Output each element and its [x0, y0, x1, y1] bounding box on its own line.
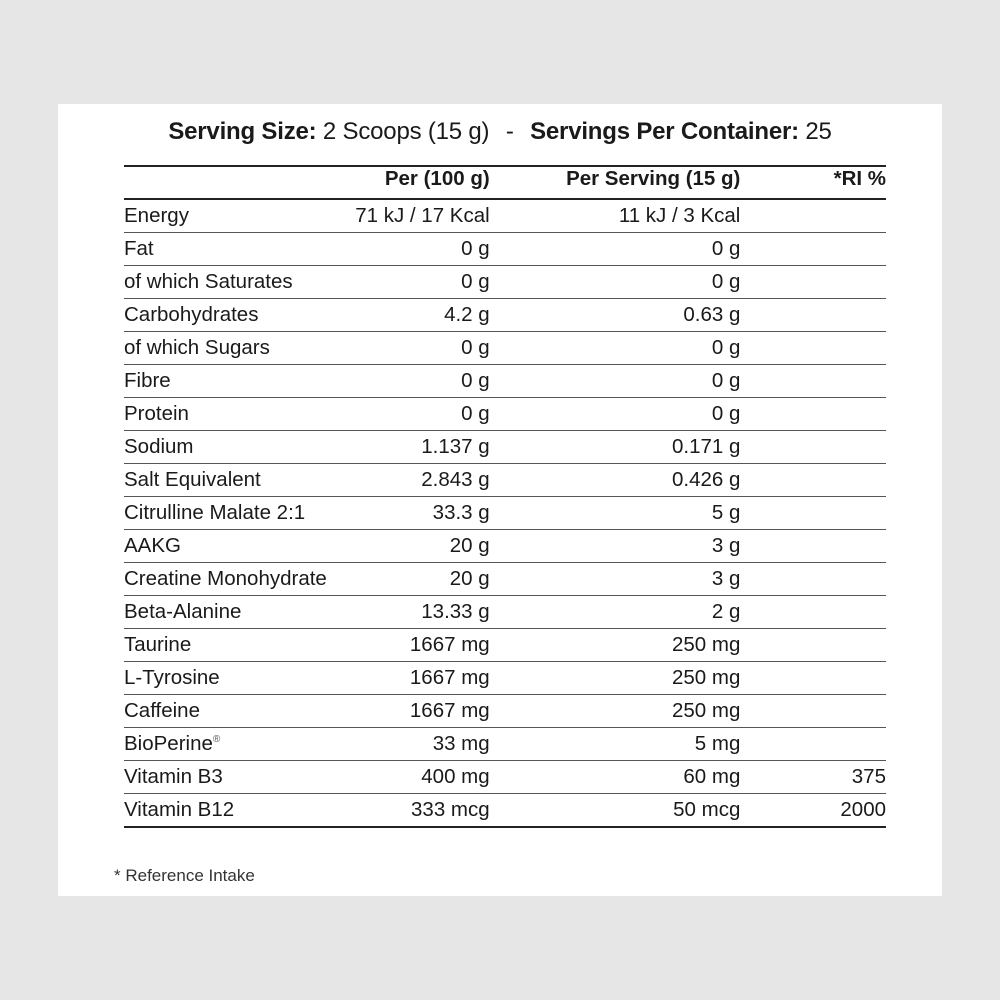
value-per-serving: 0 g	[490, 365, 741, 398]
value-ri: 2000	[740, 794, 886, 828]
value-ri	[740, 530, 886, 563]
value-ri	[740, 266, 886, 299]
servings-per-container-label: Servings Per Container:	[530, 118, 799, 145]
table-row	[124, 794, 886, 828]
value-per-100g: 0 g	[355, 365, 489, 398]
table-row	[124, 464, 886, 497]
nutrient-name: Caffeine	[124, 695, 355, 728]
nutrient-name: Vitamin B12	[124, 794, 355, 828]
value-ri	[740, 662, 886, 695]
value-ri	[740, 398, 886, 431]
value-per-100g: 4.2 g	[355, 299, 489, 332]
value-per-100g: 0 g	[355, 266, 489, 299]
table-row	[124, 728, 886, 761]
nutrient-name: Energy	[124, 199, 355, 233]
value-ri	[740, 233, 886, 266]
servings-per-container-value: 25	[805, 118, 832, 145]
value-ri	[740, 497, 886, 530]
value-per-serving: 0 g	[490, 233, 741, 266]
value-per-100g: 13.33 g	[355, 596, 489, 629]
header-ri-percent: *RI %	[740, 166, 886, 199]
value-per-serving: 0 g	[490, 266, 741, 299]
value-ri	[740, 299, 886, 332]
value-ri	[740, 464, 886, 497]
table-row	[124, 497, 886, 530]
value-per-serving: 2 g	[490, 596, 741, 629]
table-row	[124, 431, 886, 464]
nutrient-name: Salt Equivalent	[124, 464, 355, 497]
value-per-100g: 71 kJ / 17 Kcal	[355, 199, 489, 233]
value-per-serving: 0.171 g	[490, 431, 741, 464]
value-per-serving: 3 g	[490, 530, 741, 563]
nutrient-name: Taurine	[124, 629, 355, 662]
value-ri	[740, 695, 886, 728]
table-row	[124, 299, 886, 332]
value-per-100g: 20 g	[355, 563, 489, 596]
table-row	[124, 530, 886, 563]
value-ri	[740, 431, 886, 464]
value-ri	[740, 365, 886, 398]
header-per-100g: Per (100 g)	[355, 166, 489, 199]
value-per-100g: 20 g	[355, 530, 489, 563]
serving-info-line	[58, 118, 942, 146]
value-per-100g: 2.843 g	[355, 464, 489, 497]
value-per-serving: 5 g	[490, 497, 741, 530]
table-row	[124, 662, 886, 695]
value-per-100g: 1667 mg	[355, 662, 489, 695]
nutrient-name: Fat	[124, 233, 355, 266]
value-per-serving: 250 mg	[490, 662, 741, 695]
value-per-100g: 1.137 g	[355, 431, 489, 464]
table-row	[124, 761, 886, 794]
nutrient-name: Creatine Monohydrate	[124, 563, 355, 596]
value-ri	[740, 596, 886, 629]
value-per-serving: 0.426 g	[490, 464, 741, 497]
value-per-serving: 0.63 g	[490, 299, 741, 332]
nutrient-name: BioPerine	[124, 732, 213, 755]
value-per-100g: 0 g	[355, 233, 489, 266]
value-per-100g: 33 mg	[355, 728, 489, 761]
table-row	[124, 695, 886, 728]
table-row	[124, 233, 886, 266]
value-per-100g: 400 mg	[355, 761, 489, 794]
value-per-serving: 0 g	[490, 398, 741, 431]
table-row	[124, 266, 886, 299]
nutrient-name: Carbohydrates	[124, 299, 355, 332]
table-row	[124, 563, 886, 596]
footnote-reference-intake: * Reference Intake	[114, 866, 255, 885]
value-ri	[740, 199, 886, 233]
value-per-serving: 5 mg	[490, 728, 741, 761]
table-header-row	[124, 166, 886, 199]
nutrient-name: L-Tyrosine	[124, 662, 355, 695]
value-per-100g: 1667 mg	[355, 629, 489, 662]
nutrient-name: of which Saturates	[124, 266, 355, 299]
value-per-serving: 50 mcg	[490, 794, 741, 828]
nutrient-name: Citrulline Malate 2:1	[124, 497, 355, 530]
table-row	[124, 365, 886, 398]
value-per-serving: 11 kJ / 3 Kcal	[490, 199, 741, 233]
serving-size-value: 2 Scoops (15 g)	[322, 118, 490, 145]
registered-mark: ®	[212, 734, 221, 746]
table-row	[124, 332, 886, 365]
nutrient-name-cell	[124, 728, 355, 761]
value-ri	[740, 629, 886, 662]
value-per-serving: 250 mg	[490, 695, 741, 728]
value-per-serving: 3 g	[490, 563, 741, 596]
value-per-100g: 1667 mg	[355, 695, 489, 728]
table-row	[124, 629, 886, 662]
value-ri	[740, 563, 886, 596]
value-per-100g: 33.3 g	[355, 497, 489, 530]
nutrient-name: Vitamin B3	[124, 761, 355, 794]
value-per-100g: 333 mcg	[355, 794, 489, 828]
value-per-serving: 250 mg	[490, 629, 741, 662]
value-per-100g: 0 g	[355, 398, 489, 431]
nutrient-name: Fibre	[124, 365, 355, 398]
value-ri: 375	[740, 761, 886, 794]
table-row	[124, 199, 886, 233]
value-per-100g: 0 g	[355, 332, 489, 365]
header-per-serving: Per Serving (15 g)	[490, 166, 741, 199]
header-nutrient	[124, 166, 355, 199]
value-per-serving: 60 mg	[490, 761, 741, 794]
value-per-serving: 0 g	[490, 332, 741, 365]
nutrient-name: of which Sugars	[124, 332, 355, 365]
nutrition-label-panel	[58, 104, 942, 896]
table-row	[124, 596, 886, 629]
table-row	[124, 398, 886, 431]
nutrient-name: Beta-Alanine	[124, 596, 355, 629]
serving-size-label: Serving Size:	[168, 118, 317, 145]
nutrition-table	[124, 165, 886, 828]
nutrient-name: Sodium	[124, 431, 355, 464]
serving-separator: -	[505, 118, 514, 145]
value-ri	[740, 728, 886, 761]
value-ri	[740, 332, 886, 365]
nutrient-name: Protein	[124, 398, 355, 431]
nutrient-name: AAKG	[124, 530, 355, 563]
